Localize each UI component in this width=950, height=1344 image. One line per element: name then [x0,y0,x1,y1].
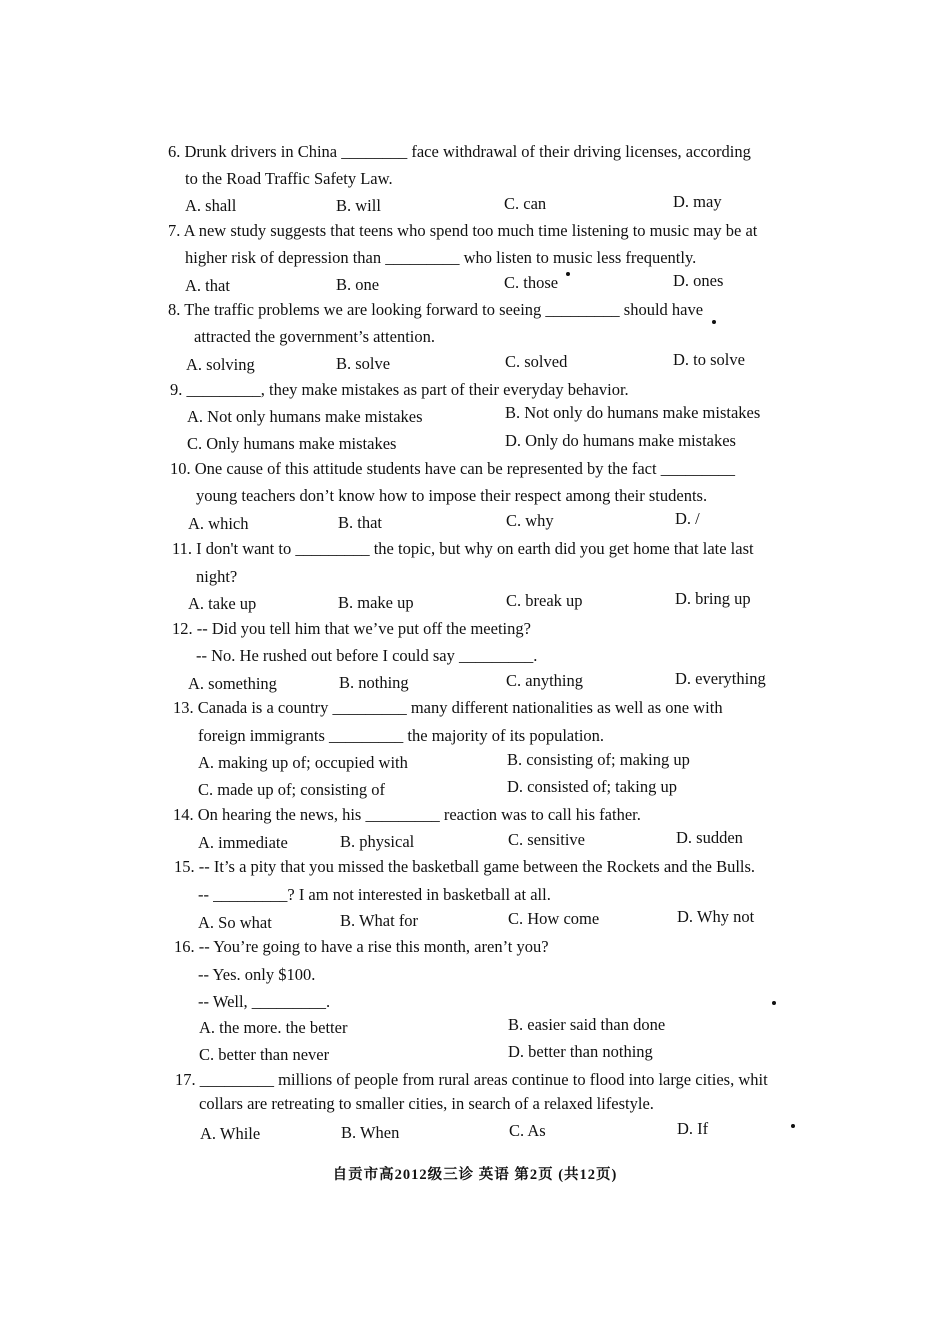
q15-option-c: C. How come [508,909,600,928]
q14-option-a: A. immediate [198,833,288,852]
q9-option-d: D. Only do humans make mistakes [505,431,736,450]
q17-option-a: A. While [200,1124,261,1143]
q9-option-a: A. Not only humans make mistakes [187,407,423,426]
q14-option-b: B. physical [340,832,415,851]
page-footer: 自贡市高2012级三诊 英语 第2页 (共12页) [332,1167,618,1183]
q17-stem-line-2: collars are retreating to smaller cities, in search of a relaxed lifestyle. [199,1094,654,1113]
q16-stem-line-2: -- Yes. only $100. [198,965,316,984]
q9-option-c: C. Only humans make mistakes [187,434,397,453]
q9-stem-line-1: 9. _________, they make mistakes as part of their everyday behavior. [170,380,629,399]
q16-option-d: D. better than nothing [508,1042,653,1061]
q11-option-b: B. make up [338,593,414,612]
q14-option-d: D. sudden [676,828,743,847]
q8-option-a: A. solving [186,355,255,374]
q13-option-b: B. consisting of; making up [507,750,690,769]
q8-option-d: D. to solve [673,350,745,369]
q13-option-d: D. consisted of; taking up [507,777,678,796]
q16-option-a: A. the more. the better [199,1018,348,1037]
q8-stem-line-1: 8. The traffic problems we are looking forward to seeing _________ should have [168,300,704,319]
q11-option-d: D. bring up [675,589,751,608]
q12-option-d: D. everything [675,669,766,688]
q6-option-a: A. shall [185,196,237,215]
q17-option-b: B. When [341,1123,400,1142]
q15-stem-line-1: 15. -- It’s a pity that you missed the basketball game between the Rockets and the Bulls. [174,857,756,876]
q17-option-c: C. As [509,1121,546,1140]
scan-speck [791,1124,795,1128]
q7-stem-line-1: 7. A new study suggests that teens who spend too much time listening to music may be at [168,221,758,240]
q7-option-c: C. those [504,273,559,292]
scan-speck [772,1001,776,1005]
q8-option-b: B. solve [336,354,391,373]
q11-option-a: A. take up [188,594,257,613]
q11-option-c: C. break up [506,591,583,610]
q13-stem-line-2: foreign immigrants _________ the majority of its population. [198,726,605,745]
q16-option-b: B. easier said than done [508,1015,666,1034]
q15-option-d: D. Why not [677,907,755,926]
q10-stem-line-1: 10. One cause of this attitude students have can be represented by the fact _________ [170,459,735,478]
q16-stem-line-1: 16. -- You’re going to have a rise this month, aren’t you? [174,937,549,956]
q12-option-a: A. something [188,674,277,693]
q8-option-c: C. solved [505,352,568,371]
q7-option-b: B. one [336,275,380,294]
q8-stem-line-2: attracted the government’s attention. [194,327,435,346]
q16-option-c: C. better than never [199,1045,330,1064]
q12-option-c: C. anything [506,671,583,690]
q6-stem-line-2: to the Road Traffic Safety Law. [185,169,393,188]
q12-stem-line-2: -- No. He rushed out before I could say _________. [196,646,538,665]
q14-stem-line-1: 14. On hearing the news, his _________ reaction was to call his father. [173,805,641,824]
q10-stem-line-2: young teachers don’t know how to impose their respect among their students. [196,486,708,505]
q16-stem-line-3: -- Well, _________. [198,992,331,1011]
q10-option-d: D. / [675,509,700,528]
scan-speck [566,272,570,276]
q13-stem-line-1: 13. Canada is a country _________ many different nationalities as well as one with [173,698,723,717]
q6-option-c: C. can [504,194,547,213]
q17-option-d: D. If [677,1119,709,1138]
q15-stem-line-2: -- _________? I am not interested in basketball at all. [198,885,551,904]
q11-stem-line-2: night? [196,567,238,586]
q7-option-a: A. that [185,276,230,295]
q9-option-b: B. Not only do humans make mistakes [505,403,761,422]
q6-stem-line-1: 6. Drunk drivers in China ________ face withdrawal of their driving licenses, according [168,142,751,161]
q12-option-b: B. nothing [339,673,409,692]
scan-speck [712,320,716,324]
q6-option-d: D. may [673,192,722,211]
q10-option-a: A. which [188,514,249,533]
q10-option-b: B. that [338,513,382,532]
q15-option-a: A. So what [198,913,272,932]
q6-option-b: B. will [336,196,381,215]
q14-option-c: C. sensitive [508,830,585,849]
q7-option-d: D. ones [673,271,724,290]
q11-stem-line-1: 11. I don't want to _________ the topic, but why on earth did you get home that late last [172,539,754,558]
q12-stem-line-1: 12. -- Did you tell him that we’ve put off the meeting? [172,619,531,638]
q15-option-b: B. What for [340,911,419,930]
q17-stem-line-1: 17. _________ millions of people from rural areas continue to flood into large cities, whit [175,1070,768,1089]
q13-option-c: C. made up of; consisting of [198,780,385,799]
q10-option-c: C. why [506,511,554,530]
q13-option-a: A. making up of; occupied with [198,753,408,772]
q7-stem-line-2: higher risk of depression than _________ who listen to music less frequently. [185,248,697,267]
